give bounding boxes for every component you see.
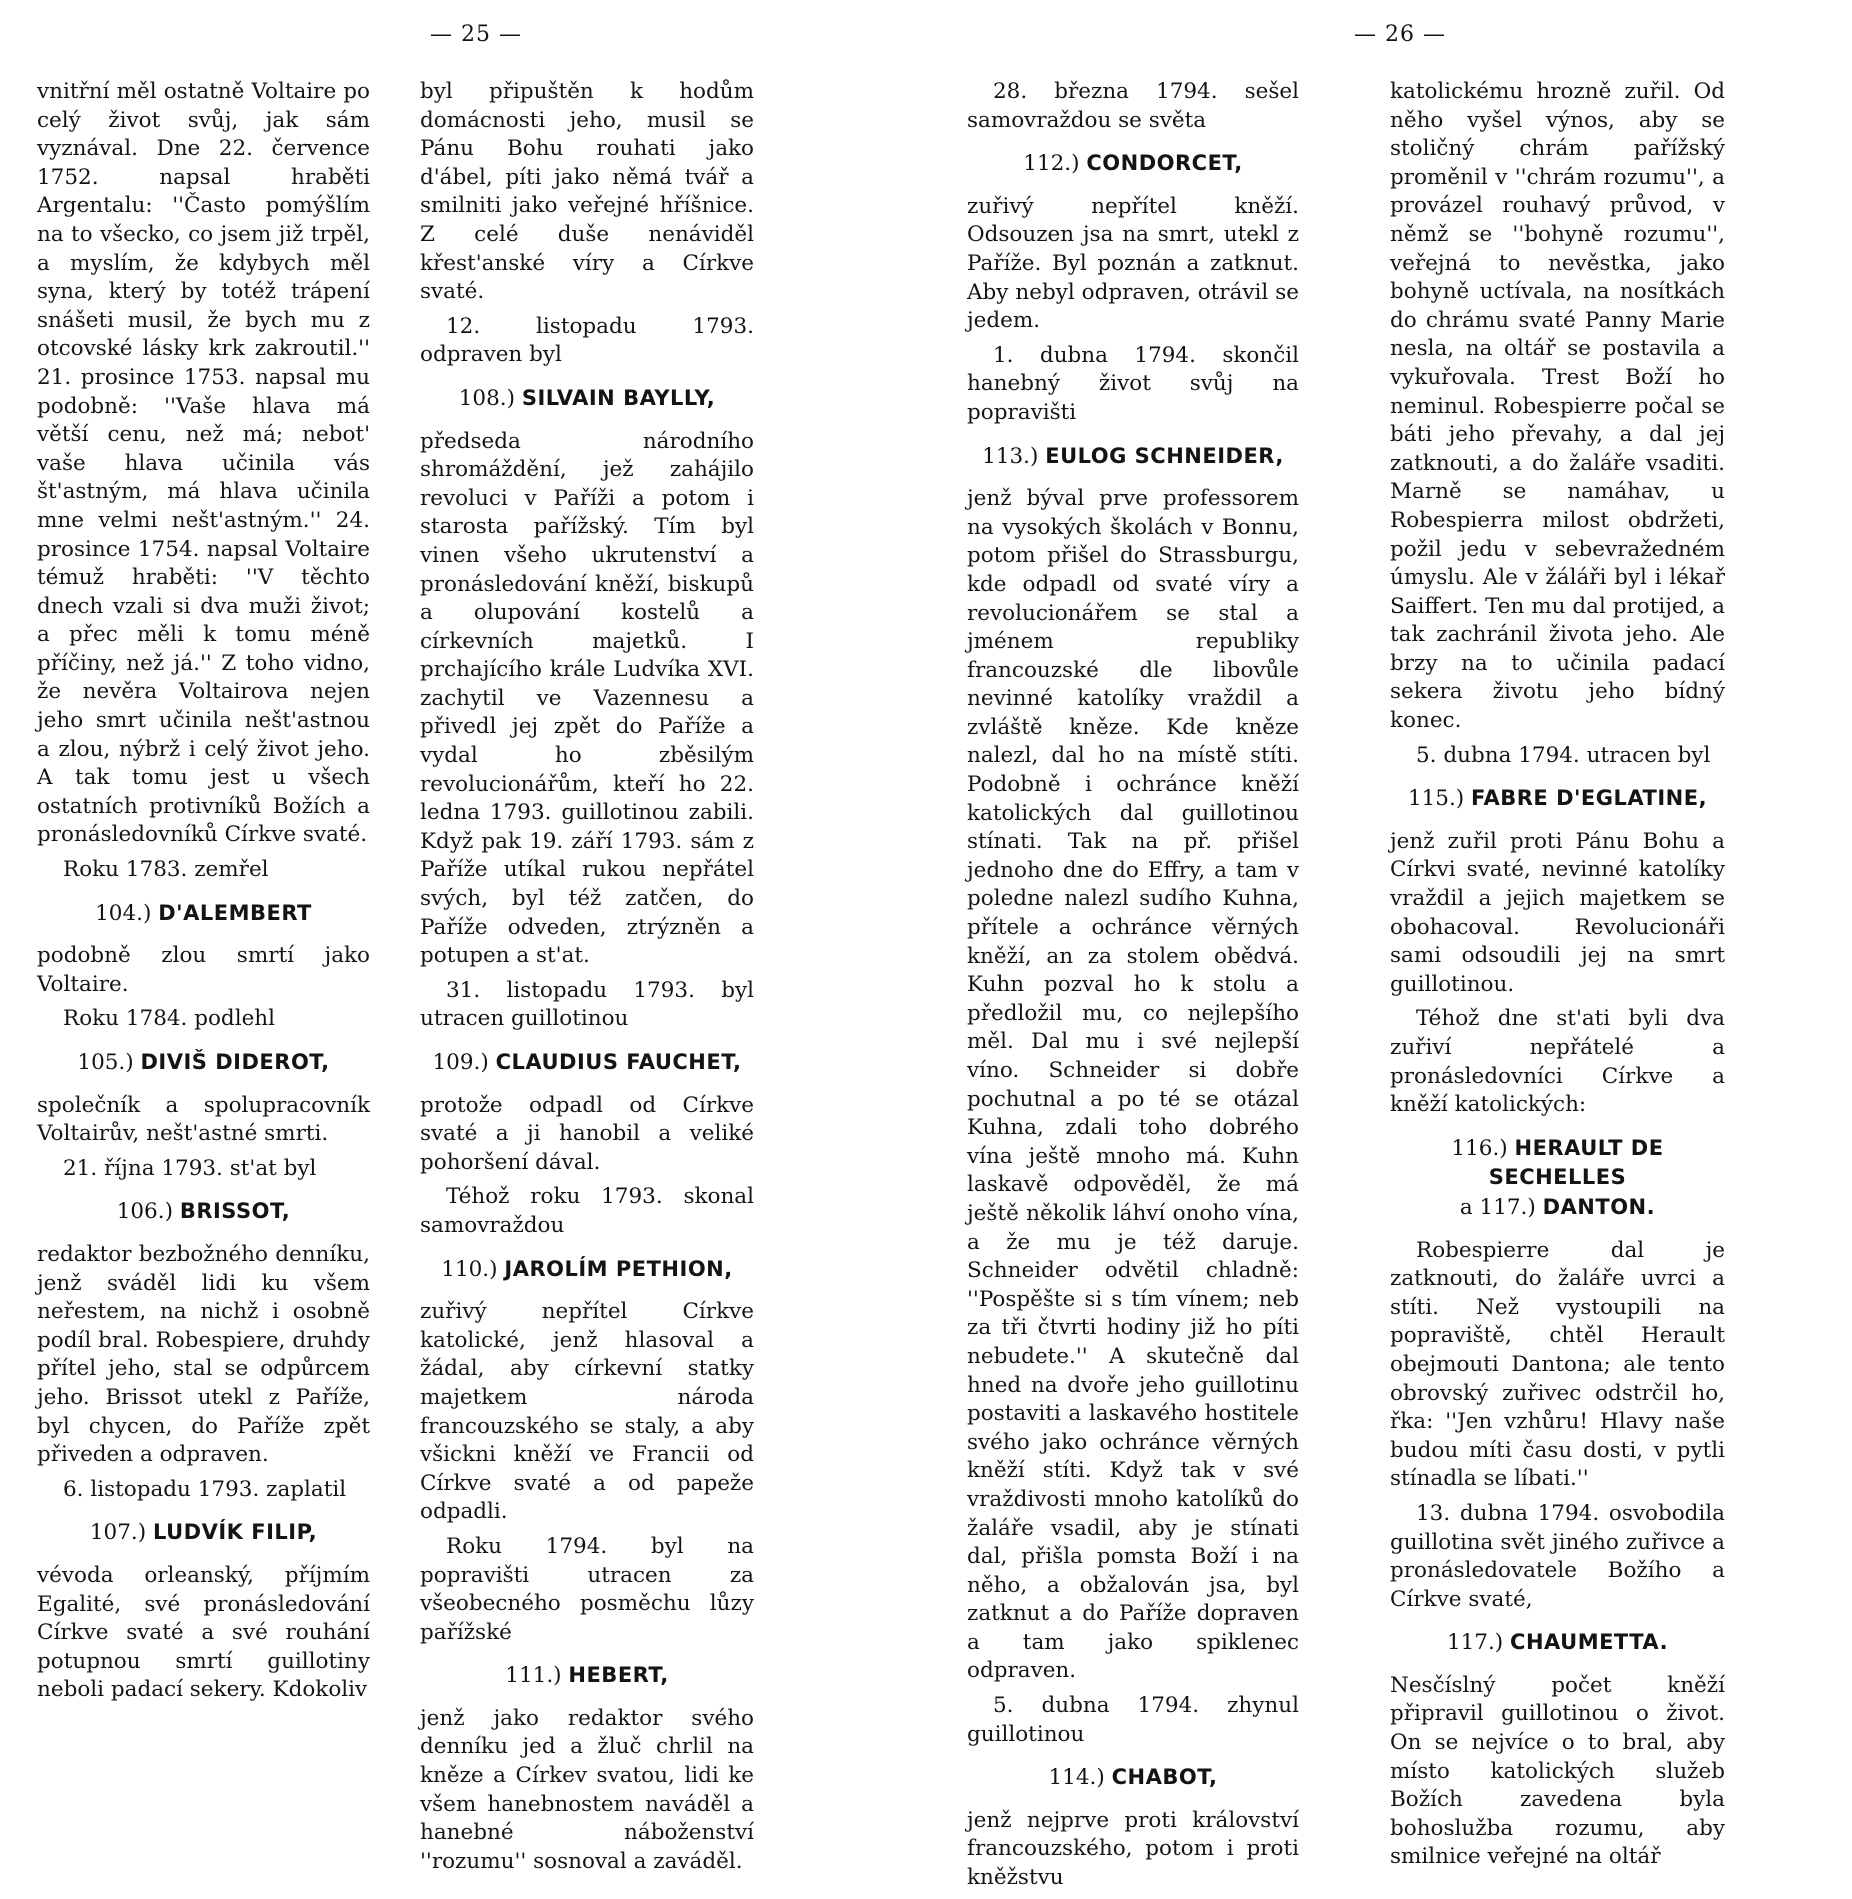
entry-name: BRISSOT,: [179, 1199, 291, 1224]
entry-number: 107.): [89, 1520, 147, 1546]
entry-heading-108: [420, 384, 754, 414]
entry-number: 106.): [116, 1199, 173, 1225]
paragraph: protože odpadl od Církve svaté a ji hanobil a veliké pohoršení dával.: [420, 1092, 754, 1175]
entry-name: CHABOT,: [1111, 1765, 1218, 1790]
paragraph: Nesčíslný počet kněží připravil guillotinou o život. On se nejvíce o to bral, aby místo katolických služeb Božích zavedena byla bohoslužba rozumu, aby smilnice veřejné na oltář: [1390, 1672, 1725, 1870]
entry-name: D'ALEMBERT: [158, 900, 312, 925]
entry-name: LUDVÍK FILIP,: [152, 1520, 318, 1545]
entry-number: 112.): [1023, 151, 1080, 177]
paragraph: Roku 1784. podlehl: [63, 1006, 276, 1032]
paragraph: Robespierre dal je zatknouti, do žaláře uvrci a stíti. Než vystoupili na popraviště, chtěl Herault obejmouti Dantona; ale tento obrovský zuřivec odstrčil ho, řka: ''Jen vzhůru! Hlavy naše budou míti času dosti, v pytli stínadla se líbati.'': [1390, 1237, 1725, 1492]
entry-number: 115.): [1407, 786, 1465, 812]
paragraph: 31. listopadu 1793. byl utracen guillotinou: [420, 977, 754, 1032]
entry-heading-113: [967, 442, 1299, 472]
entry-number: 108.): [458, 385, 516, 411]
paragraph: 5. dubna 1794. utracen byl: [1416, 742, 1711, 768]
paragraph: redaktor bezbožného denníku, jenž sváděl lidi ku všem neřestem, na nichž i osobně podíl bral. Robespiere, druhdy přítel jeho, stal se odpůrcem jeho. Brissot utekl z Paříže, byl chycen, do Paříže zpět přiveden a odpraven.: [37, 1241, 370, 1468]
column-2: [420, 78, 754, 1882]
entry-number: 113.): [982, 443, 1039, 469]
entry-name: EULOG SCHNEIDER,: [1045, 443, 1284, 468]
entry-name: FABRE D'EGLATINE,: [1471, 786, 1708, 811]
paragraph: jenž zuřil proti Pánu Bohu a Církvi svaté, nevinné katolíky vraždil a jejich majetkem se obohacoval. Revolucionáři sami odsoudili jej na smrt guillotinou.: [1390, 828, 1725, 997]
entry-name: JAROLÍM PETHION,: [504, 1256, 733, 1281]
paragraph: Roku 1794. byl na popravišti utracen za všeobecného posměchu lůzy pařížské: [420, 1533, 754, 1645]
page-26: [926, 0, 1852, 1891]
paragraph: 1. dubna 1794. skončil hanebný život svůj na popravišti: [967, 342, 1299, 425]
paragraph: 21. října 1793. st'at byl: [63, 1155, 317, 1181]
page-number: — 26 —: [1354, 22, 1446, 47]
column-4: [1390, 78, 1725, 1878]
entry-name: CHAUMETTA.: [1510, 1630, 1669, 1655]
page-number: — 25 —: [430, 22, 522, 47]
entry-name: DIVIŠ DIDEROT,: [140, 1050, 330, 1074]
paragraph: zuřivý nepřítel Církve katolické, jenž hlasoval a žádal, aby církevní statky majetkem národa francouzského se staly, a aby všickni kněží ve Francii od Církve svaté a od papeže odpadli.: [420, 1299, 754, 1525]
entry-number: a 117.): [1459, 1194, 1536, 1220]
entry-heading-107: [37, 1518, 370, 1548]
heading-line: [1390, 1134, 1725, 1193]
entry-name: CLAUDIUS FAUCHET,: [495, 1050, 742, 1074]
entry-heading-112: [967, 149, 1299, 179]
entry-number: 111.): [505, 1663, 562, 1689]
paragraph: jenž býval prve professorem na vysokých školách v Bonnu, potom přišel do Strassburgu, kde odpadl od svaté víry a revolucionářem se stal a jménem republiky francouzské dle libovůle nevinné katolíky vraždil a zvláště kněze. Kde kněze nalezl, dal ho na místě stíti. Podobně i ochránce kněží katolických dal guillotinou stínati. Tak na př. přišel jednoho dne do Effry, a tam v poledne nalezl sudího Kuhna, přítele a ochránce věrných kněží, an za stolem obědvá. Kuhn pozval ho k stolu a předložil mu, co nejlepšího měl. Dal mu i své nejlepší víno. Schneider si dobře pochutnal a po té se otázal Kuhna, zdali toho dobrého vína ještě mnoho má. Kuhn laskavě odpověděl, že má ještě několik láhví onoho vína, a že mu je též daruje. Schneider odvětil chladně: ''Pospěšte si s tím vínem; neb za tři čtvrti hodiny již ho píti nebudete.'' A skutečně dal hned na dvoře jeho guillotinu postaviti a laskavého hostitele svého jako ochránce věrných kněží stíti. Když tak v své vraždivosti mnoho katolíků do žaláře vsadil, aby je stínati dal, přišla pomsta Boží i na něho, a obžalován jsa, byl zatknut a do Paříže dopraven a tam jako spiklenec odpraven.: [967, 486, 1299, 1684]
column-3: [967, 78, 1299, 1899]
page-25: [0, 0, 926, 1874]
paragraph: Téhož roku 1793. skonal samovraždou: [420, 1184, 754, 1238]
entry-number: 104.): [95, 900, 152, 926]
entry-heading-109: [420, 1048, 754, 1078]
paragraph: 6. listopadu 1793. zaplatil: [63, 1476, 347, 1502]
entry-heading-115: [1390, 784, 1725, 814]
paragraph: podobně zlou smrtí jako Voltaire.: [37, 943, 370, 997]
entry-name: CONDORCET,: [1086, 151, 1243, 176]
paragraph: 13. dubna 1794. osvobodila guillotina svět jiného zuřivce a pronásledovatele Božího a Církve svaté,: [1390, 1500, 1725, 1612]
entry-number: 110.): [441, 1256, 498, 1282]
entry-heading-114: [967, 1763, 1299, 1793]
paragraph: 28. března 1794. sešel samovraždou se světa: [967, 79, 1299, 133]
paragraph: jenž jako redaktor svého denníku jed a žluč chrlil na kněze a Církev svatou, lidi ke všem hanebnostem naváděl a hanebné náboženství ''rozumu'' sosnoval a zaváděl.: [420, 1705, 754, 1874]
paragraph: Téhož dne st'ati byli dva zuřiví nepřátelé a pronásledovníci Církve a kněží katolických:: [1390, 1006, 1725, 1118]
entry-number: 114.): [1048, 1765, 1105, 1791]
entry-heading-104: [37, 899, 370, 929]
entry-number: 105.): [77, 1050, 134, 1075]
entry-number: 116.): [1451, 1135, 1508, 1161]
paragraph: vévoda orleanský, příjmím Egalité, své pronásledování Církve svaté a své rouhání potupnou smrtí guillotiny neboli padací sekery. Kdokoliv: [37, 1562, 370, 1703]
paragraph: Roku 1783. zemřel: [63, 857, 269, 883]
paragraph: vnitřní měl ostatně Voltaire po celý život svůj, jak sám vyznával. Dne 22. července 1752. napsal hraběti Argentalu: ''Často pomýšlím na to všecko, co jsem již trpěl, a myslím, že kdybych měl syna, který by totéž trápení snášeti musil, že bych mu z otcovské lásky krk zakroutil.'' 21. prosince 1753. napsal mu podobně: ''Vaše hlava má větší cenu, než má; nebot' vaše hlava učinila vás št'astným, má hlava učinila mne velmi nešt'astným.'' 24. prosince 1754. napsal Voltaire témuž hraběti: ''V těchto dnech vzali si dva muži život; a přec měli k tomu méně příčiny, než já.'' Z toho vidno, že nevěra Voltairova nejen jeho smrt učinila nešt'astnou a zlou, nýbrž i celý život jeho. A tak tomu jest u všech ostatních protivníků Božích a pronásledovníků Církve svaté.: [37, 79, 370, 848]
paragraph: zuřivý nepřítel kněží. Odsouzen jsa na smrt, utekl z Paříže. Byl poznán a zatknut. Aby nebyl odpraven, otrávil se jedem.: [967, 193, 1299, 334]
entry-name: SILVAIN BAYLLY,: [521, 385, 716, 410]
entry-heading-110: [420, 1255, 754, 1285]
column-1: [37, 78, 370, 1711]
entry-heading-105: [37, 1048, 370, 1078]
paragraph: 5. dubna 1794. zhynul guillotinou: [967, 1693, 1299, 1747]
heading-line: [1390, 1193, 1725, 1223]
paragraph: 12. listopadu 1793. odpraven byl: [420, 313, 754, 368]
entry-heading-117: [1390, 1628, 1725, 1658]
entry-heading-116: [1390, 1134, 1725, 1223]
paragraph: předseda národního shromáždění, jež zahájilo revoluci v Paříži a potom i starosta pařížský. Tím byl vinen všeho ukrutenství a pronásledování kněží, biskupů a olupování kostelů a církevních majetků. I prchajícího krále Ludvíka XVI. zachytil ve Vazennesu a přivedl jej zpět do Paříže a vydal ho zběsilým revolucionářům, kteří ho 22. ledna 1793. guillotinou zabili. Když pak 19. září 1793. sám z Paříže utíkal rukou nepřátel svých, byl též zatčen, do Paříže odveden, ztrýzněn a potupen a st'at.: [420, 428, 754, 969]
entry-name: HEBERT,: [568, 1663, 669, 1688]
paragraph: byl připuštěn k hodům domácnosti jeho, musil se Pánu Bohu rouhati jako d'ábel, píti jako němá tvář a smilniti jako veřejné hříšnice. Z celé duše nenáviděl křest'anské víry a Církve svaté.: [420, 79, 754, 305]
paragraph: katolickému hrozně zuřil. Od něho vyšel výnos, aby se stoličný chrám pařížský proměnil v ''chrám rozumu'', a provázel rouhavý průvod, v němž se ''bohyně rozumu'', veřejná to nevěstka, jako bohyně uctívala, na nosítkách do chrámu svaté Panny Marie nesla, na oltář se postavila a vykuřovala. Trest Boží ho neminul. Robespierre počal se báti jeho převahy, a dal jej zatknouti, a do žaláře vsaditi. Marně se namáhav, u Robespierra milost obdržeti, požil jedu v sebevražedném úmyslu. Ale v žáláři byl i lékař Saiffert. Ten mu dal protijed, a tak zachránil života jeho. Ale brzy na to učinila padací sekera životu jeho bídný konec.: [1390, 79, 1725, 734]
entry-number: 117.): [1446, 1630, 1504, 1656]
entry-number: 109.): [432, 1050, 489, 1075]
entry-name: DANTON.: [1542, 1194, 1656, 1219]
entry-heading-111: [420, 1661, 754, 1691]
paragraph: jenž nejprve proti království francouzského, potom i proti kněžstvu: [967, 1807, 1299, 1891]
entry-heading-106: [37, 1197, 370, 1227]
paragraph: společník a spolupracovník Voltairův, nešt'astné smrti.: [37, 1092, 370, 1147]
entry-name: HERAULT DE SECHELLES: [1488, 1135, 1664, 1190]
